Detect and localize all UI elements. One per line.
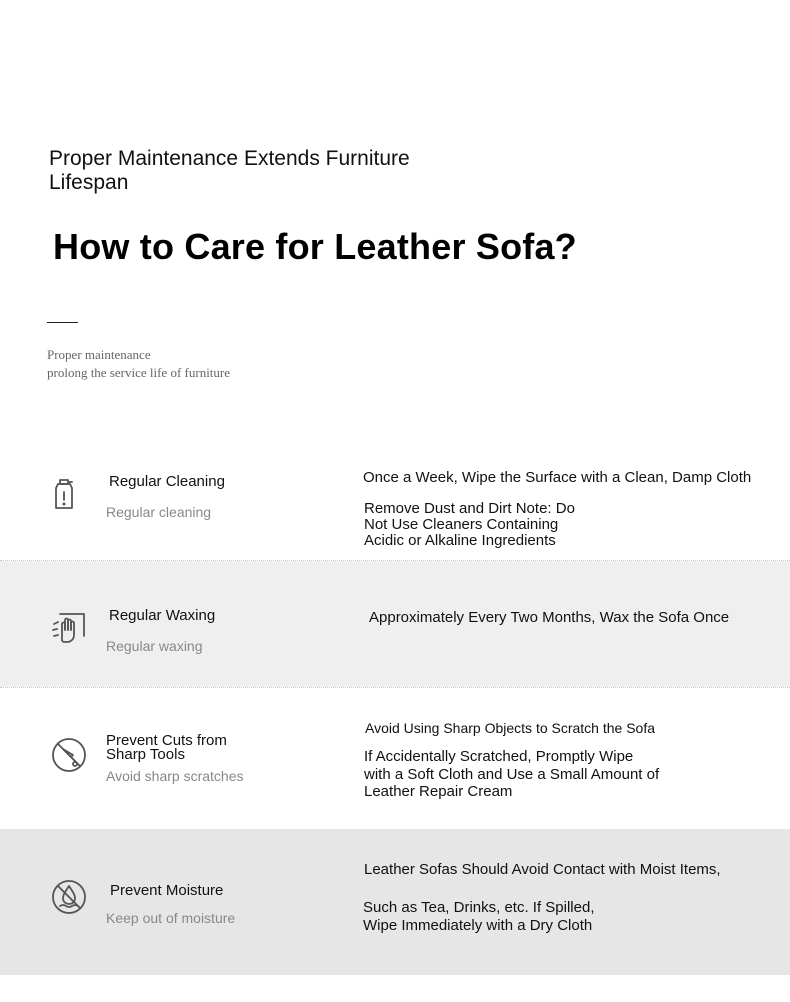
tagline-line-1: Proper maintenance (47, 347, 151, 362)
item-description-detail: Remove Dust and Dirt Note: Do Not Use Cleaners Containing Acidic or Alkaline Ingredients (364, 500, 575, 549)
no-moisture-icon (51, 879, 87, 915)
row-separator (0, 687, 790, 688)
item-description-main: Approximately Every Two Months, Wax the Sofa Once (369, 609, 730, 626)
item-title: Regular Cleaning (109, 473, 225, 490)
page-title: How to Care for Leather Sofa? (53, 226, 577, 267)
row-separator (0, 560, 790, 561)
item-description-main: Once a Week, Wipe the Surface with a Clean, Damp Cloth (363, 469, 752, 486)
item-subtitle: Avoid sharp scratches (106, 768, 244, 784)
item-subtitle: Keep out of moisture (106, 910, 236, 926)
item-title: Regular Waxing (109, 607, 216, 624)
item-description-detail: If Accidentally Scratched, Promptly Wipe with a Soft Cloth and Use a Small Amount of Leather Repair Cream (364, 748, 660, 800)
item-description-detail: Such as Tea, Drinks, etc. If Spilled, Wipe Immediately with a Dry Cloth (363, 899, 595, 934)
page-subtitle: Proper Maintenance Extends Furniture Lifespan (49, 147, 410, 194)
item-title: Prevent Cuts from Sharp Tools (106, 732, 227, 763)
item-title: Prevent Moisture (110, 882, 224, 899)
no-sharp-objects-icon (51, 737, 87, 773)
cleaning-bottle-icon (48, 476, 84, 512)
item-subtitle: Regular waxing (106, 638, 203, 654)
item-description-main: Leather Sofas Should Avoid Contact with Moist Items, (364, 861, 721, 878)
item-description-main: Avoid Using Sharp Objects to Scratch the Sofa (365, 720, 656, 736)
waxing-hand-icon (50, 610, 86, 646)
title-divider (47, 322, 78, 323)
item-subtitle: Regular cleaning (106, 504, 212, 520)
tagline (47, 346, 307, 382)
tagline-line-2: prolong the service life of furniture (47, 365, 231, 380)
